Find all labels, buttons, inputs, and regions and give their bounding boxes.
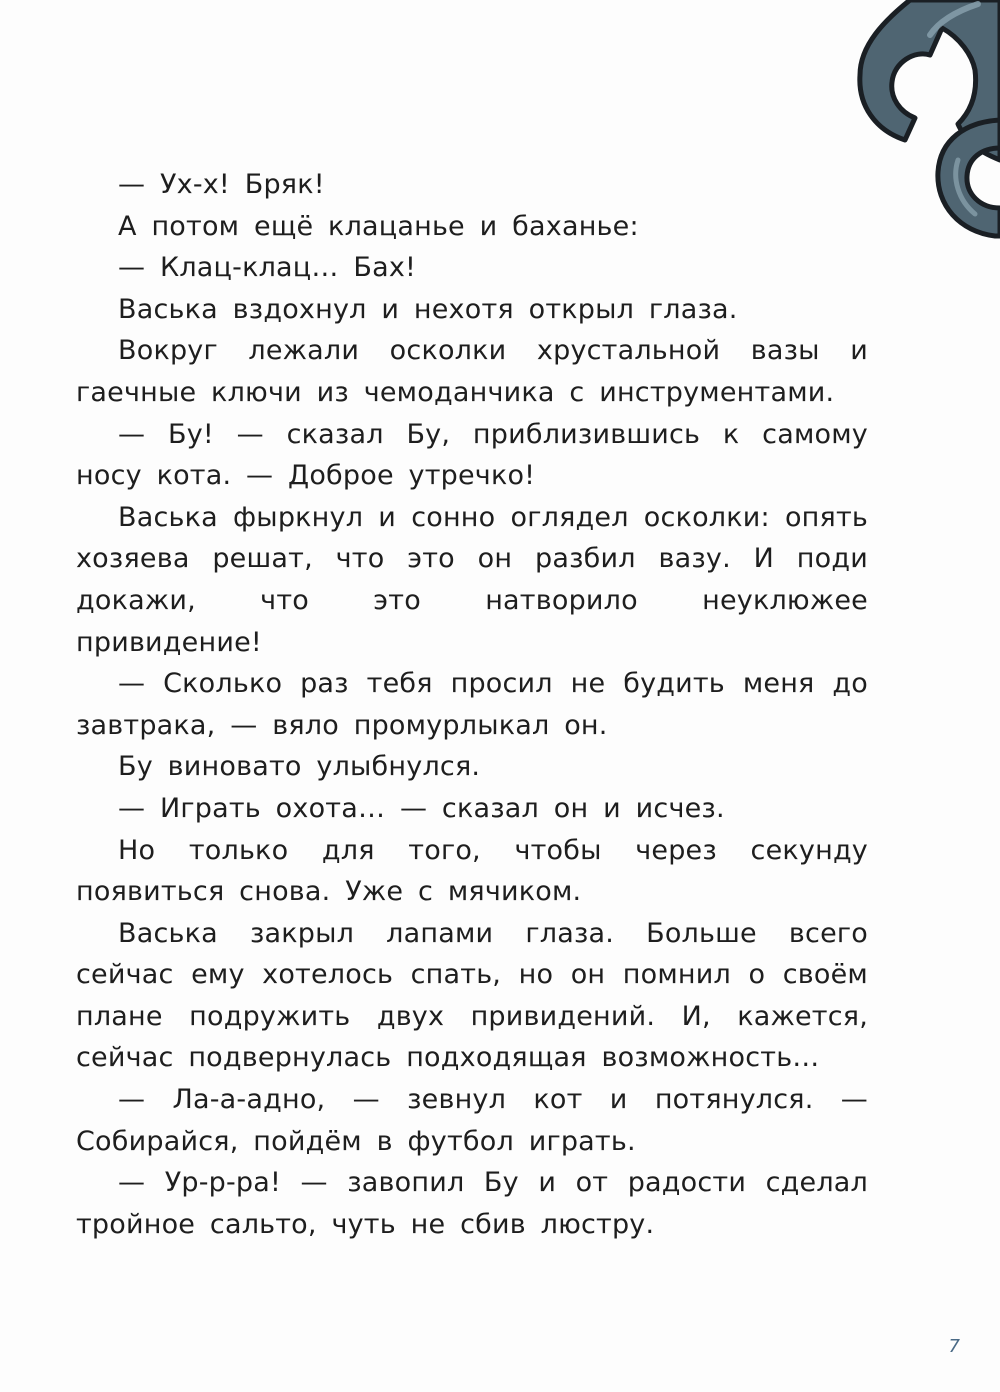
- paragraph: — Бу! — сказал Бу, приблизившись к самому носу кота. — Доброе утречко!: [76, 418, 868, 492]
- paragraph: — Ур-р-ра! — завопил Бу и от радости сделал тройное сальто, чуть не сбив люстру.: [76, 1167, 868, 1240]
- paragraph: Васька вздохнул и нехотя открыл глаза.: [118, 293, 738, 325]
- paragraph: Бу виновато улыбнулся.: [118, 751, 481, 783]
- paragraph: — Сколько раз тебя просил не будить меня до завтрака, — вяло промурлыкал он.: [76, 668, 868, 741]
- paragraph: Васька фыркнул и сонно оглядел осколки: опять хозяева решат, что это он разбил вазу. И поди докажи, что это натворило неуклюжее привидение!: [76, 501, 868, 658]
- paragraph: Васька закрыл лапами глаза. Больше всего сейчас ему хотелось спать, но он помнил о своём плане подружить двух привидений. И, кажется, сейчас подвернулась подходящая возможность…: [76, 917, 868, 1074]
- paragraph: — Играть охота… — сказал он и исчез.: [118, 792, 725, 824]
- page-number: 7: [948, 1336, 960, 1357]
- story-text: [76, 164, 868, 1245]
- paragraph: — Ух-х! Бряк!: [118, 169, 325, 200]
- paragraph: Вокруг лежали осколки хрустальной вазы и гаечные ключи из чемоданчика с инструментами.: [76, 335, 868, 408]
- paragraph: Но только для того, чтобы через секунду появиться снова. Уже с мячиком.: [76, 834, 868, 908]
- paragraph: — Ла-а-адно, — зевнул кот и потянулся. — Собирайся, пойдём в футбол играть.: [76, 1084, 868, 1157]
- paragraph: А потом ещё клацанье и баханье:: [118, 210, 639, 242]
- paragraph: — Клац-клац… Бах!: [118, 252, 417, 284]
